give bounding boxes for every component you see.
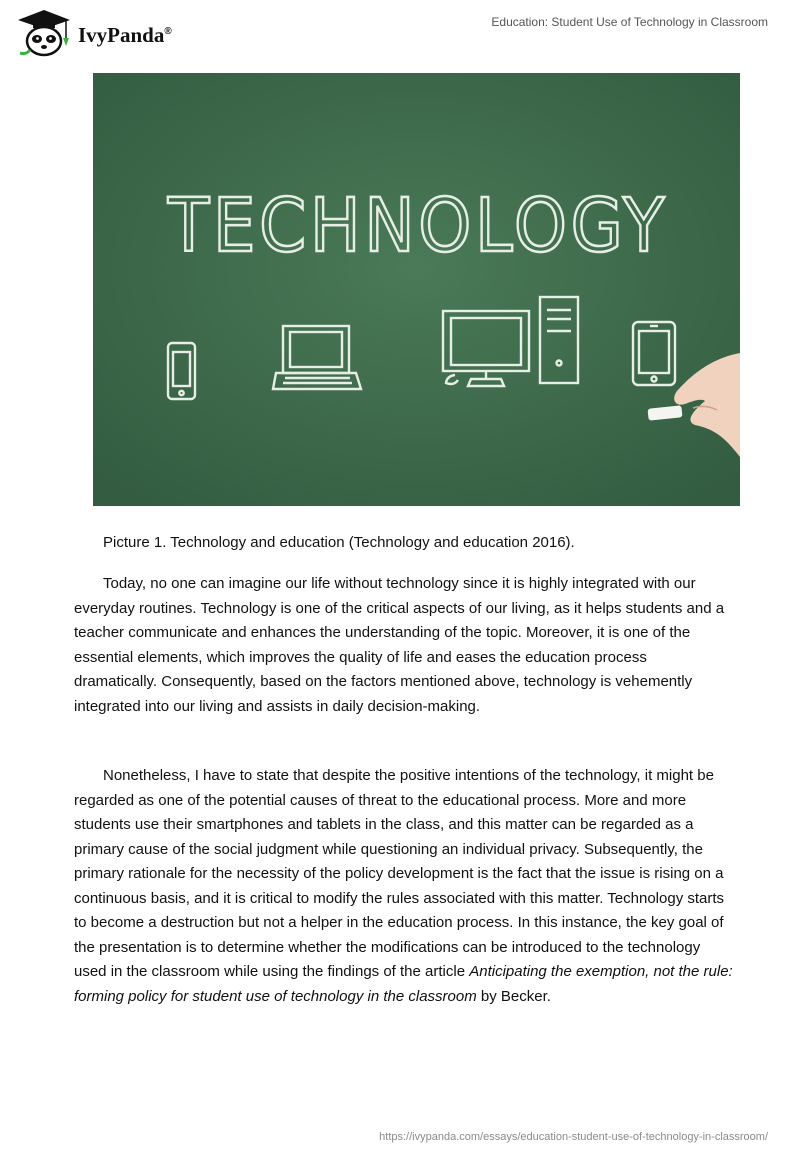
paragraph-1: Today, no one can imagine our life without technology since it is highly integrated with our everyday routines. Technology is one of the critical aspects of our living, as it helps students and a teacher communicate and enhances the understanding of the topic. Moreover, it is one of the essential elements, which improves the quality of life and eases the education process dramatically. Consequently, based on the factors mentioned above, technology is vehemently integrated into our living and assists in daily decision-making. [74,575,725,715]
document-title: Education: Student Use of Technology in Classroom [491,15,768,29]
chalkboard-picture [93,73,740,506]
brand-name: IvyPanda® [78,22,172,47]
chalk-word: TECHNOLOGY [167,183,668,269]
panda-icon [14,8,74,58]
ivypanda-logo[interactable] [14,8,172,58]
source-url-link[interactable]: https://ivypanda.com/essays/education-student-use-of-technology-in-classroom/ [379,1131,768,1143]
article-title: Anticipating the exemption, not the rule: forming policy for student use of technology in the classroom [74,963,733,1005]
picture-caption: Picture 1. Technology and education (Technology and education 2016). [103,534,575,551]
paragraph-2: Nonetheless, I have to state that despite the positive intentions of the technology, it might be regarded as one of the potential causes of threat to the educational process. More and more students use their smartphones and tablets in the class, and this matter can be regarded as a primary cause of the social judgment while questioning an individual privacy. Subsequently, the primary rationale for the necessity of the policy development is the fact that the issue is rising on a continuous basis, and it is critical to modify the rules associated with this matter. Technology starts to become a destruction but not a helper in the education process. In this instance, the key goal of the presentation is to determine whether the modifications can be introduced to the technology used in the classroom while using the findings of the article Anticipating the exemption, not the rule: forming policy for student use of technology in the classroom by Becker. [74,767,733,1005]
